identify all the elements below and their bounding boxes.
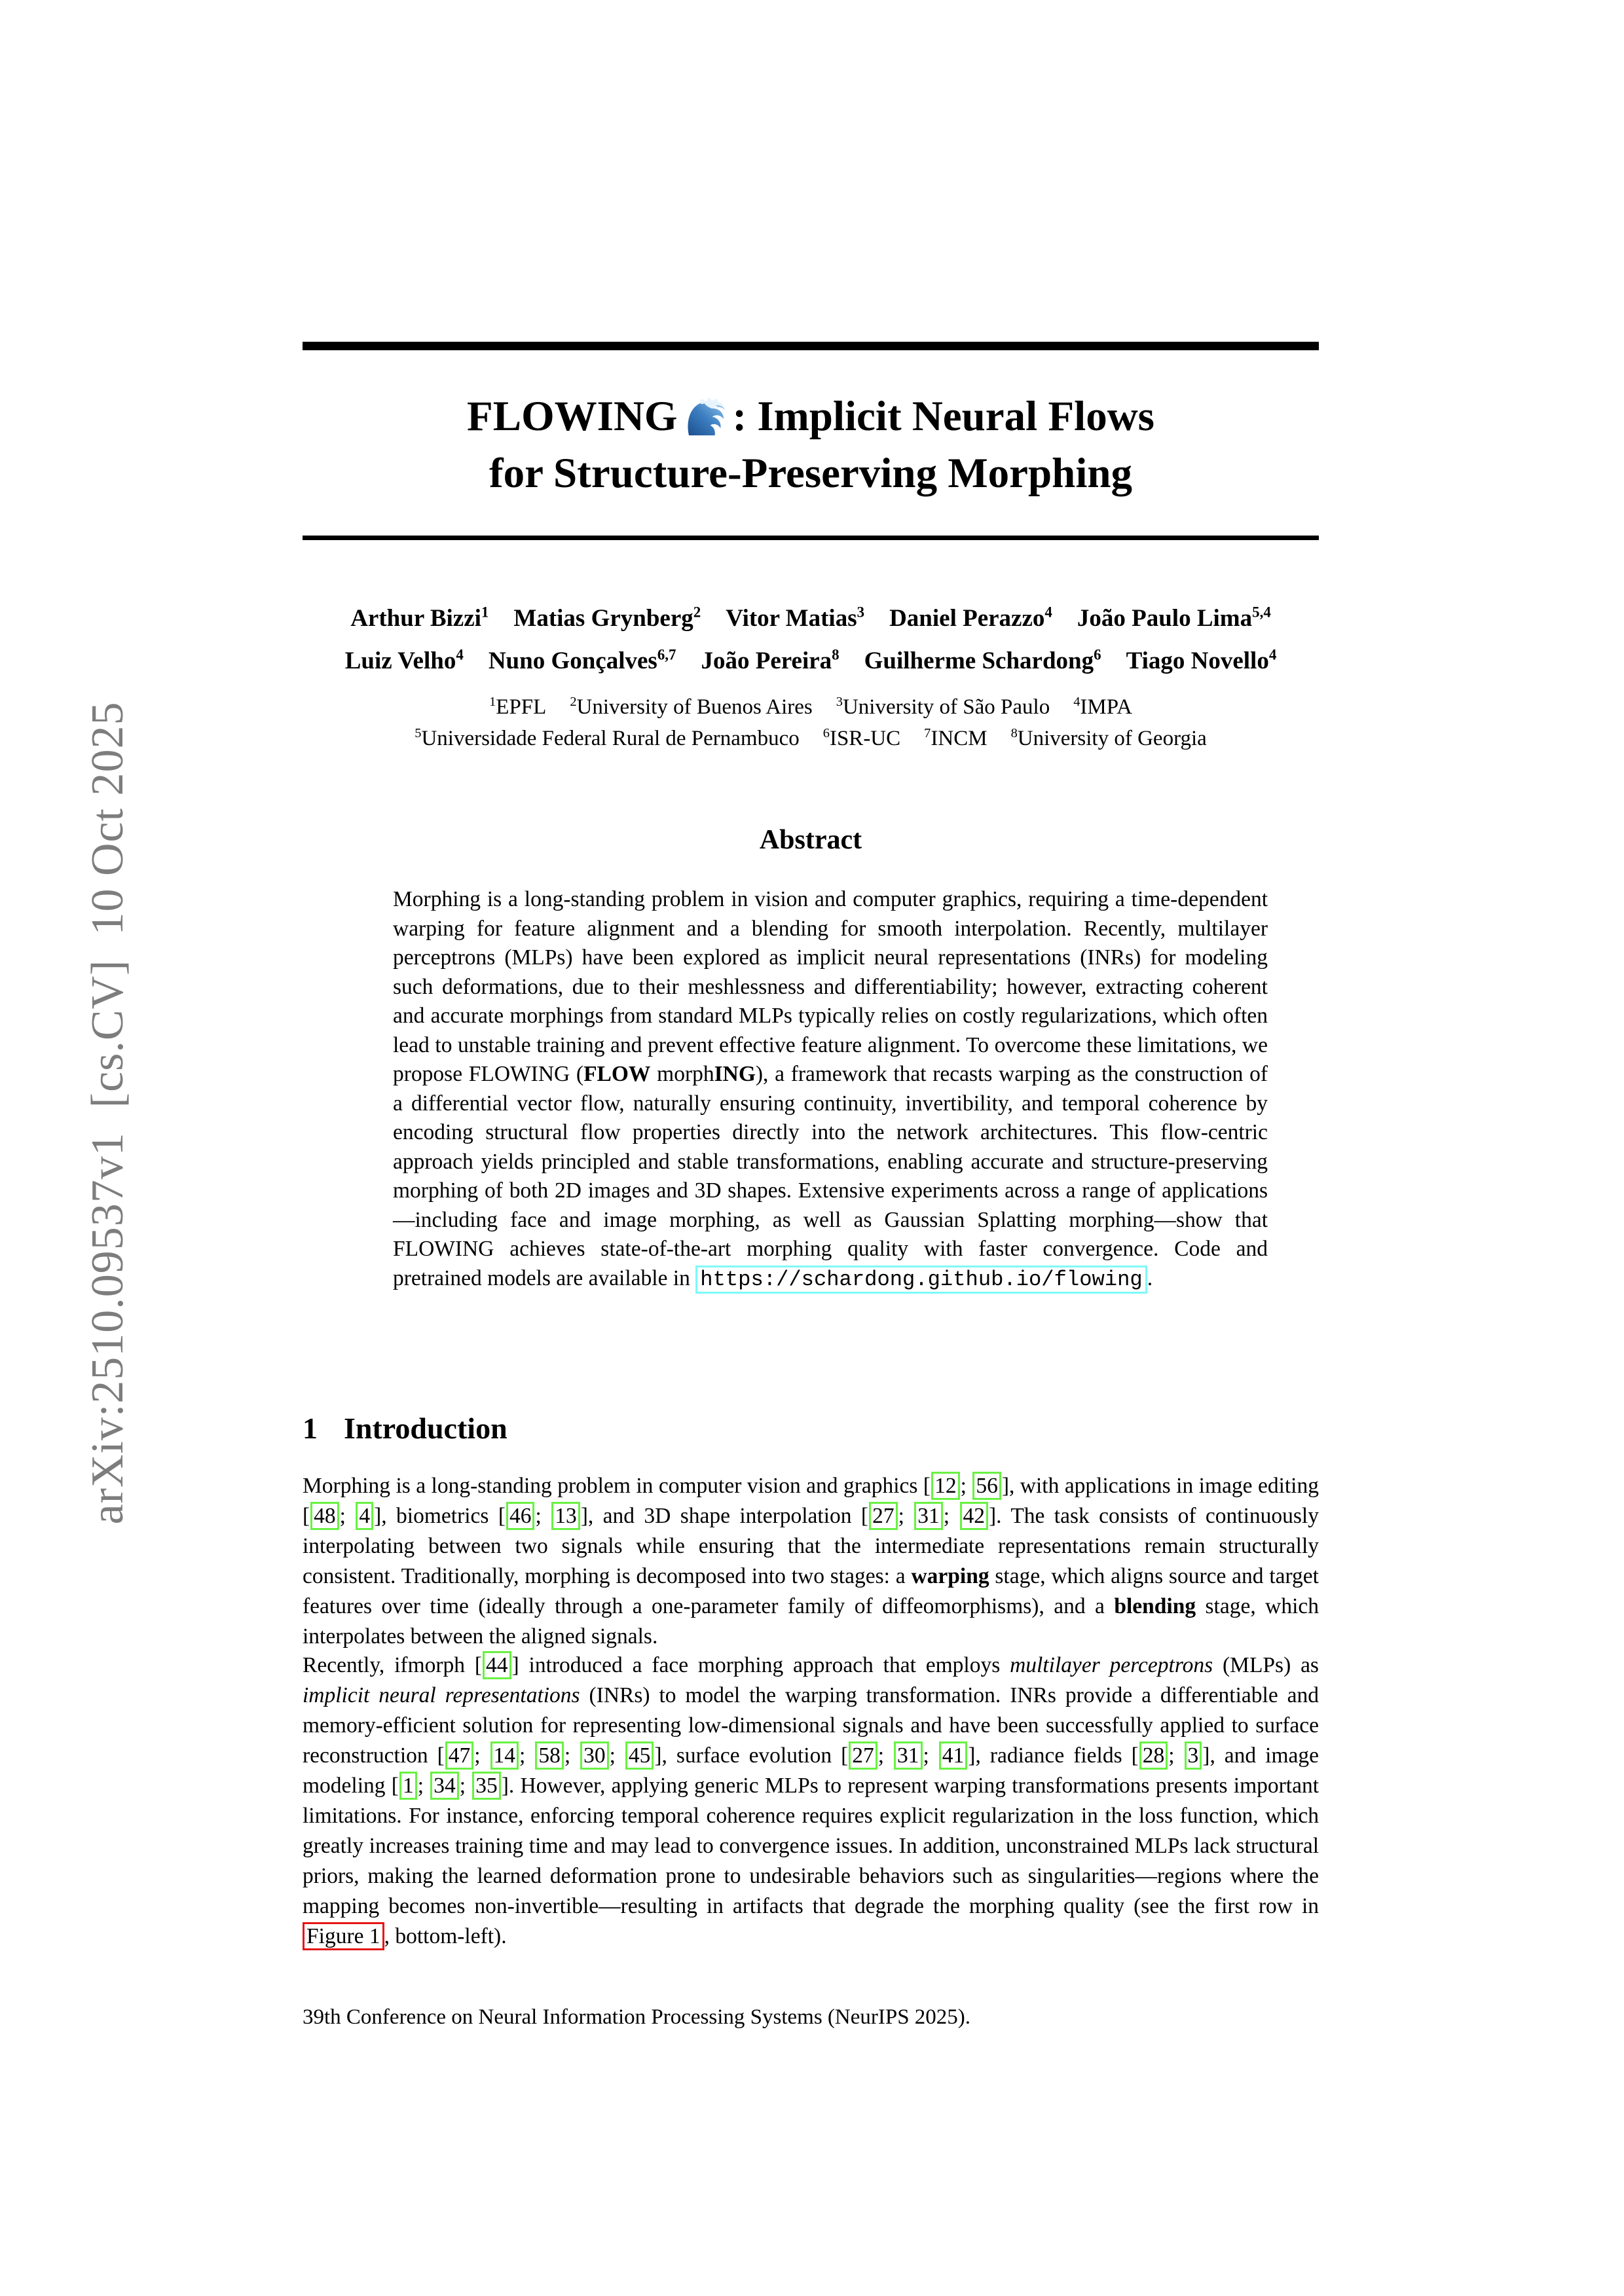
affiliation: $^2$University of Buenos Aires [570,695,813,719]
abstract-heading: Abstract [759,825,862,855]
text-segment: ; [923,1743,938,1768]
affiliation: $^8$University of Georgia [1010,726,1207,750]
text-segment: . [1147,1266,1153,1290]
citation-ref[interactable]: 13 [551,1502,580,1530]
project-url-link[interactable]: https://schardong.github.io/flowing [695,1266,1147,1294]
affiliation: $^4$IMPA [1073,695,1132,719]
citation-ref[interactable]: 35 [472,1772,501,1800]
citation-ref[interactable]: 31 [894,1741,923,1770]
text-segment: warping [911,1564,989,1588]
affiliation-row-1 [270,691,1352,723]
author: Vitor Matias$^3$ [726,604,865,632]
arxiv-stamp: arXiv:2510.09537v1 [cs.CV] 10 Oct 2025 [83,701,133,1525]
section-number: 1 [303,1412,318,1445]
text-segment: FLOW [583,1062,651,1086]
author: Guilherme Schardong$^6$ [864,646,1101,674]
text-segment: ), a framework that recasts warping as the construction of a differential vector flow, naturally ensuring continuity, invertibility, and temporal coherence by encoding structural flow properties directly into the network architectures. This flow-centric approach yields principled and stable transformations, enabling accurate and structure-preserving morphing of both 2D images and 3D shapes. Extensive experiments across a range of applications—including face and image morphing, as well as Gaussian Splatting morphing—show that FLOWING achieves state-of-the-art morphing quality with faster convergence. Code and pretrained models are available in [393,1062,1268,1290]
citation-ref[interactable]: 48 [310,1502,339,1530]
abstract-body [393,885,1268,1294]
text-segment: ; [339,1504,356,1528]
citation-ref[interactable]: 1 [399,1772,417,1800]
author-row-1 [270,604,1352,634]
text-segment: ; [459,1774,472,1798]
affiliation-row-2 [270,723,1352,754]
citation-ref[interactable]: 47 [445,1741,474,1770]
text-segment: stage, which aligns source and target features over time (ideally through a one-parameter family of diffeomorphisms), and a [303,1564,1319,1618]
citation-ref[interactable]: 28 [1139,1741,1168,1770]
citation-ref[interactable]: 3 [1185,1741,1202,1770]
citation-ref[interactable]: 12 [931,1472,960,1500]
conference-footnote: 39th Conference on Neural Information Processing Systems (NeurIPS 2025). [303,2005,971,2029]
text-segment: implicit neural representations [303,1683,580,1707]
affiliation: $^1$EPFL [489,695,547,719]
affiliation: $^3$University of São Paulo [836,695,1050,719]
intro-paragraph-1 [303,1471,1319,1652]
section-heading-introduction [303,1412,1319,1446]
text-segment: ; [535,1504,551,1528]
top-rule [303,342,1319,350]
affiliation: $^7$INCM [924,726,987,750]
text-segment: blending [1114,1594,1196,1618]
citation-ref[interactable]: 45 [625,1741,654,1770]
author-row-2 [270,646,1352,676]
text-segment: ], and 3D shape interpolation [ [580,1504,869,1528]
citation-ref[interactable]: 27 [869,1502,898,1530]
citation-ref[interactable]: 27 [849,1741,877,1770]
author: Matias Grynberg$^2$ [513,604,701,632]
text-segment: ING [714,1062,756,1086]
text-segment: Morphing is a long-standing problem in computer vision and graphics [ [303,1474,931,1498]
text-segment: ], surface evolution [ [654,1743,849,1768]
citation-ref[interactable]: 4 [356,1502,373,1530]
author: Luiz Velho$^4$ [344,646,464,674]
text-segment: (MLPs) as [1213,1653,1319,1677]
text-segment: ; [898,1504,914,1528]
author: Daniel Perazzo$^4$ [889,604,1052,632]
title-text-post: : Implicit Neural Flows [732,393,1154,440]
text-segment: ; [609,1743,625,1768]
citation-ref[interactable]: 41 [939,1741,968,1770]
text-segment: ; [519,1743,535,1768]
text-segment: ; [417,1774,430,1798]
text-segment: morph [650,1062,714,1086]
text-segment: ; [564,1743,580,1768]
figure-ref[interactable]: Figure 1 [303,1922,384,1950]
text-segment: ; [474,1743,490,1768]
text-segment: ], radiance fields [ [968,1743,1139,1768]
title-line-1 [303,388,1319,445]
text-segment: Morphing is a long-standing problem in vision and computer graphics, requiring a time-dependent warping for feature alignment and a blending for smooth interpolation. Recently, multilayer perceptrons (MLPs) have been explored as implicit neural representations (INRs) for modeling such deformations, due to their meshlessness and differentiability; however, extracting coherent and accurate morphings from standard MLPs typically relies on costly regularizations, which often lead to unstable training and prevent effective feature alignment. To overcome these limitations, we propose FLOWING ( [393,887,1268,1086]
text-segment: ; [1168,1743,1184,1768]
title-line-2: for Structure-Preserving Morphing [489,450,1133,497]
citation-ref[interactable]: 58 [535,1741,564,1770]
text-segment: , bottom-left). [384,1924,507,1948]
author: Arthur Bizzi$^1$ [350,604,489,632]
text-segment: (INRs) to model the warping transformation. INRs provide a differentiable and memory-efficient solution for representing low-dimensional signals and have been successfully applied to surface reconstruction [ [303,1683,1319,1768]
citation-ref[interactable]: 56 [972,1472,1001,1500]
text-segment: ] introduced a face morphing approach that employs [511,1653,1010,1677]
author: Tiago Novello$^4$ [1126,646,1277,674]
text-segment: ], and image modeling [ [303,1743,1319,1798]
title-text-pre: FLOWING [467,393,678,440]
text-segment: ]. However, applying generic MLPs to represent warping transformations presents important limitations. For instance, enforcing temporal coherence requires explicit regularization in the loss function, which greatly increases training time and may lead to convergence issues. In addition, unconstrained MLPs lack structural priors, making the learned deformation prone to undesirable behaviors such as singularities—regions where the mapping becomes non-invertible—resulting in artifacts that degrade the morphing quality (see the first row in [303,1774,1320,1918]
affiliation: $^5$Universidade Federal Rural de Pernambuco [415,726,800,750]
text-segment: ]. The task consists of continuously interpolating between two signals while ensuring that the intermediate representations remain structurally consistent. Traditionally, morphing is decomposed into two stages: a [303,1504,1319,1588]
affiliation: $^6$ISR-UC [822,726,901,750]
text-segment: stage, which interpolates between the aligned signals. [303,1594,1320,1649]
citation-ref[interactable]: 31 [914,1502,943,1530]
wave-emoji-icon [684,392,731,439]
author: João Pereira$^8$ [701,646,840,674]
text-segment: ; [877,1743,894,1768]
citation-ref[interactable]: 44 [483,1651,511,1679]
citation-ref[interactable]: 46 [506,1502,535,1530]
section-title: Introduction [344,1412,507,1445]
citation-ref[interactable]: 30 [580,1741,609,1770]
text-segment: ; [943,1504,959,1528]
citation-ref[interactable]: 14 [490,1741,519,1770]
author: Nuno Gonçalves$^{6,7}$ [488,646,676,674]
text-segment: ; [960,1474,972,1498]
paper-title [303,388,1319,502]
author: João Paulo Lima$^{5,4}$ [1077,604,1271,632]
intro-paragraph-2 [303,1650,1319,1952]
title-rule [303,536,1319,540]
text-segment: ], biometrics [ [374,1504,506,1528]
citation-ref[interactable]: 42 [960,1502,989,1530]
text-segment: ], with applications in image editing [ [303,1474,1319,1528]
citation-ref[interactable]: 34 [430,1772,459,1800]
text-segment: multilayer perceptrons [1010,1653,1213,1677]
text-segment: Recently, ifmorph [ [303,1653,483,1677]
